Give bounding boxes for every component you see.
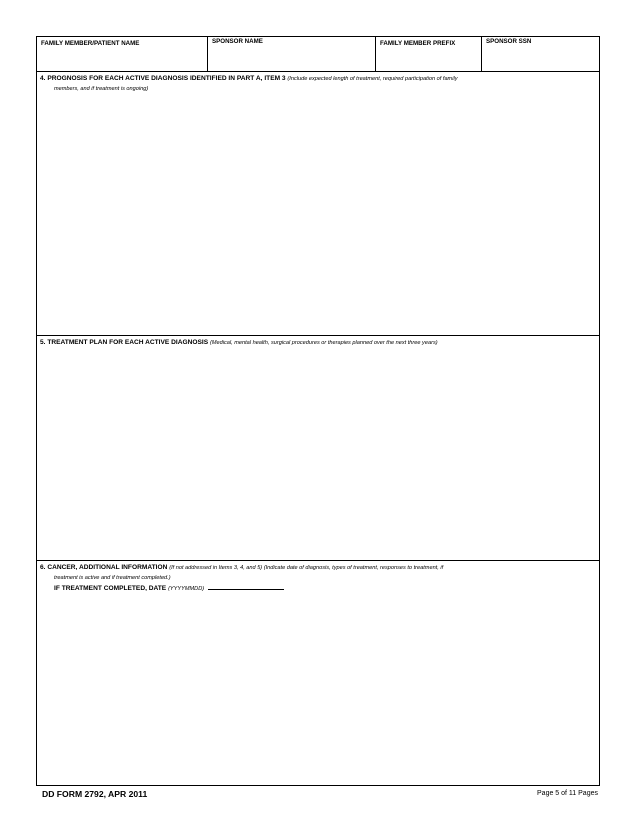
section-4-title: 4. PROGNOSIS FOR EACH ACTIVE DIAGNOSIS IDENTIFIED IN PART A, ITEM 3 [40,75,286,82]
section-4-prognosis[interactable] [37,72,599,336]
section-6-cancer-info[interactable] [37,561,599,787]
header-row [37,37,599,72]
section-4-heading-continued [37,84,599,94]
page-number: Page 5 of 11 Pages [537,790,598,797]
family-member-patient-name-label: FAMILY MEMBER/PATIENT NAME [41,40,140,47]
section-6-note-continued: treatment is active and if treatment completed.) [54,575,171,581]
family-member-patient-name-field[interactable] [37,37,207,71]
treatment-completed-date-label: IF TREATMENT COMPLETED, DATE [54,585,167,592]
family-member-prefix-field[interactable] [375,37,481,71]
section-6-title: 6. CANCER, ADDITIONAL INFORMATION [40,564,168,571]
section-6-heading [37,561,599,573]
section-4-note-continued: members, and if treatment is ongoing) [54,86,149,92]
sponsor-ssn-field[interactable] [481,37,601,71]
date-format-hint: (YYYYMMDD) [168,586,205,592]
treatment-completed-date-row [37,583,599,594]
section-6-heading-continued [37,573,599,583]
section-5-heading [37,336,599,348]
sponsor-ssn-label: SPONSOR SSN [486,38,532,45]
family-member-prefix-label: FAMILY MEMBER PREFIX [380,40,456,47]
section-4-note: (Include expected length of treatment, required participation of family [287,76,458,82]
section-6-note: (If not addressed in Items 3, 4, and 5) (Indicate date of diagnosis, types of treatment, responses to treatment, if [169,565,444,571]
sponsor-name-label: SPONSOR NAME [212,38,263,45]
treatment-completed-date-input[interactable] [208,583,284,590]
section-5-note: (Medical, mental health, surgical procedures or therapies planned over the next three years) [210,340,438,346]
form-page [36,36,600,786]
section-5-treatment-plan[interactable] [37,336,599,561]
section-5-title: 5. TREATMENT PLAN FOR EACH ACTIVE DIAGNOSIS [40,339,209,346]
sponsor-name-field[interactable] [207,37,375,71]
section-4-heading [37,72,599,84]
form-identifier: DD FORM 2792, APR 2011 [42,789,148,799]
